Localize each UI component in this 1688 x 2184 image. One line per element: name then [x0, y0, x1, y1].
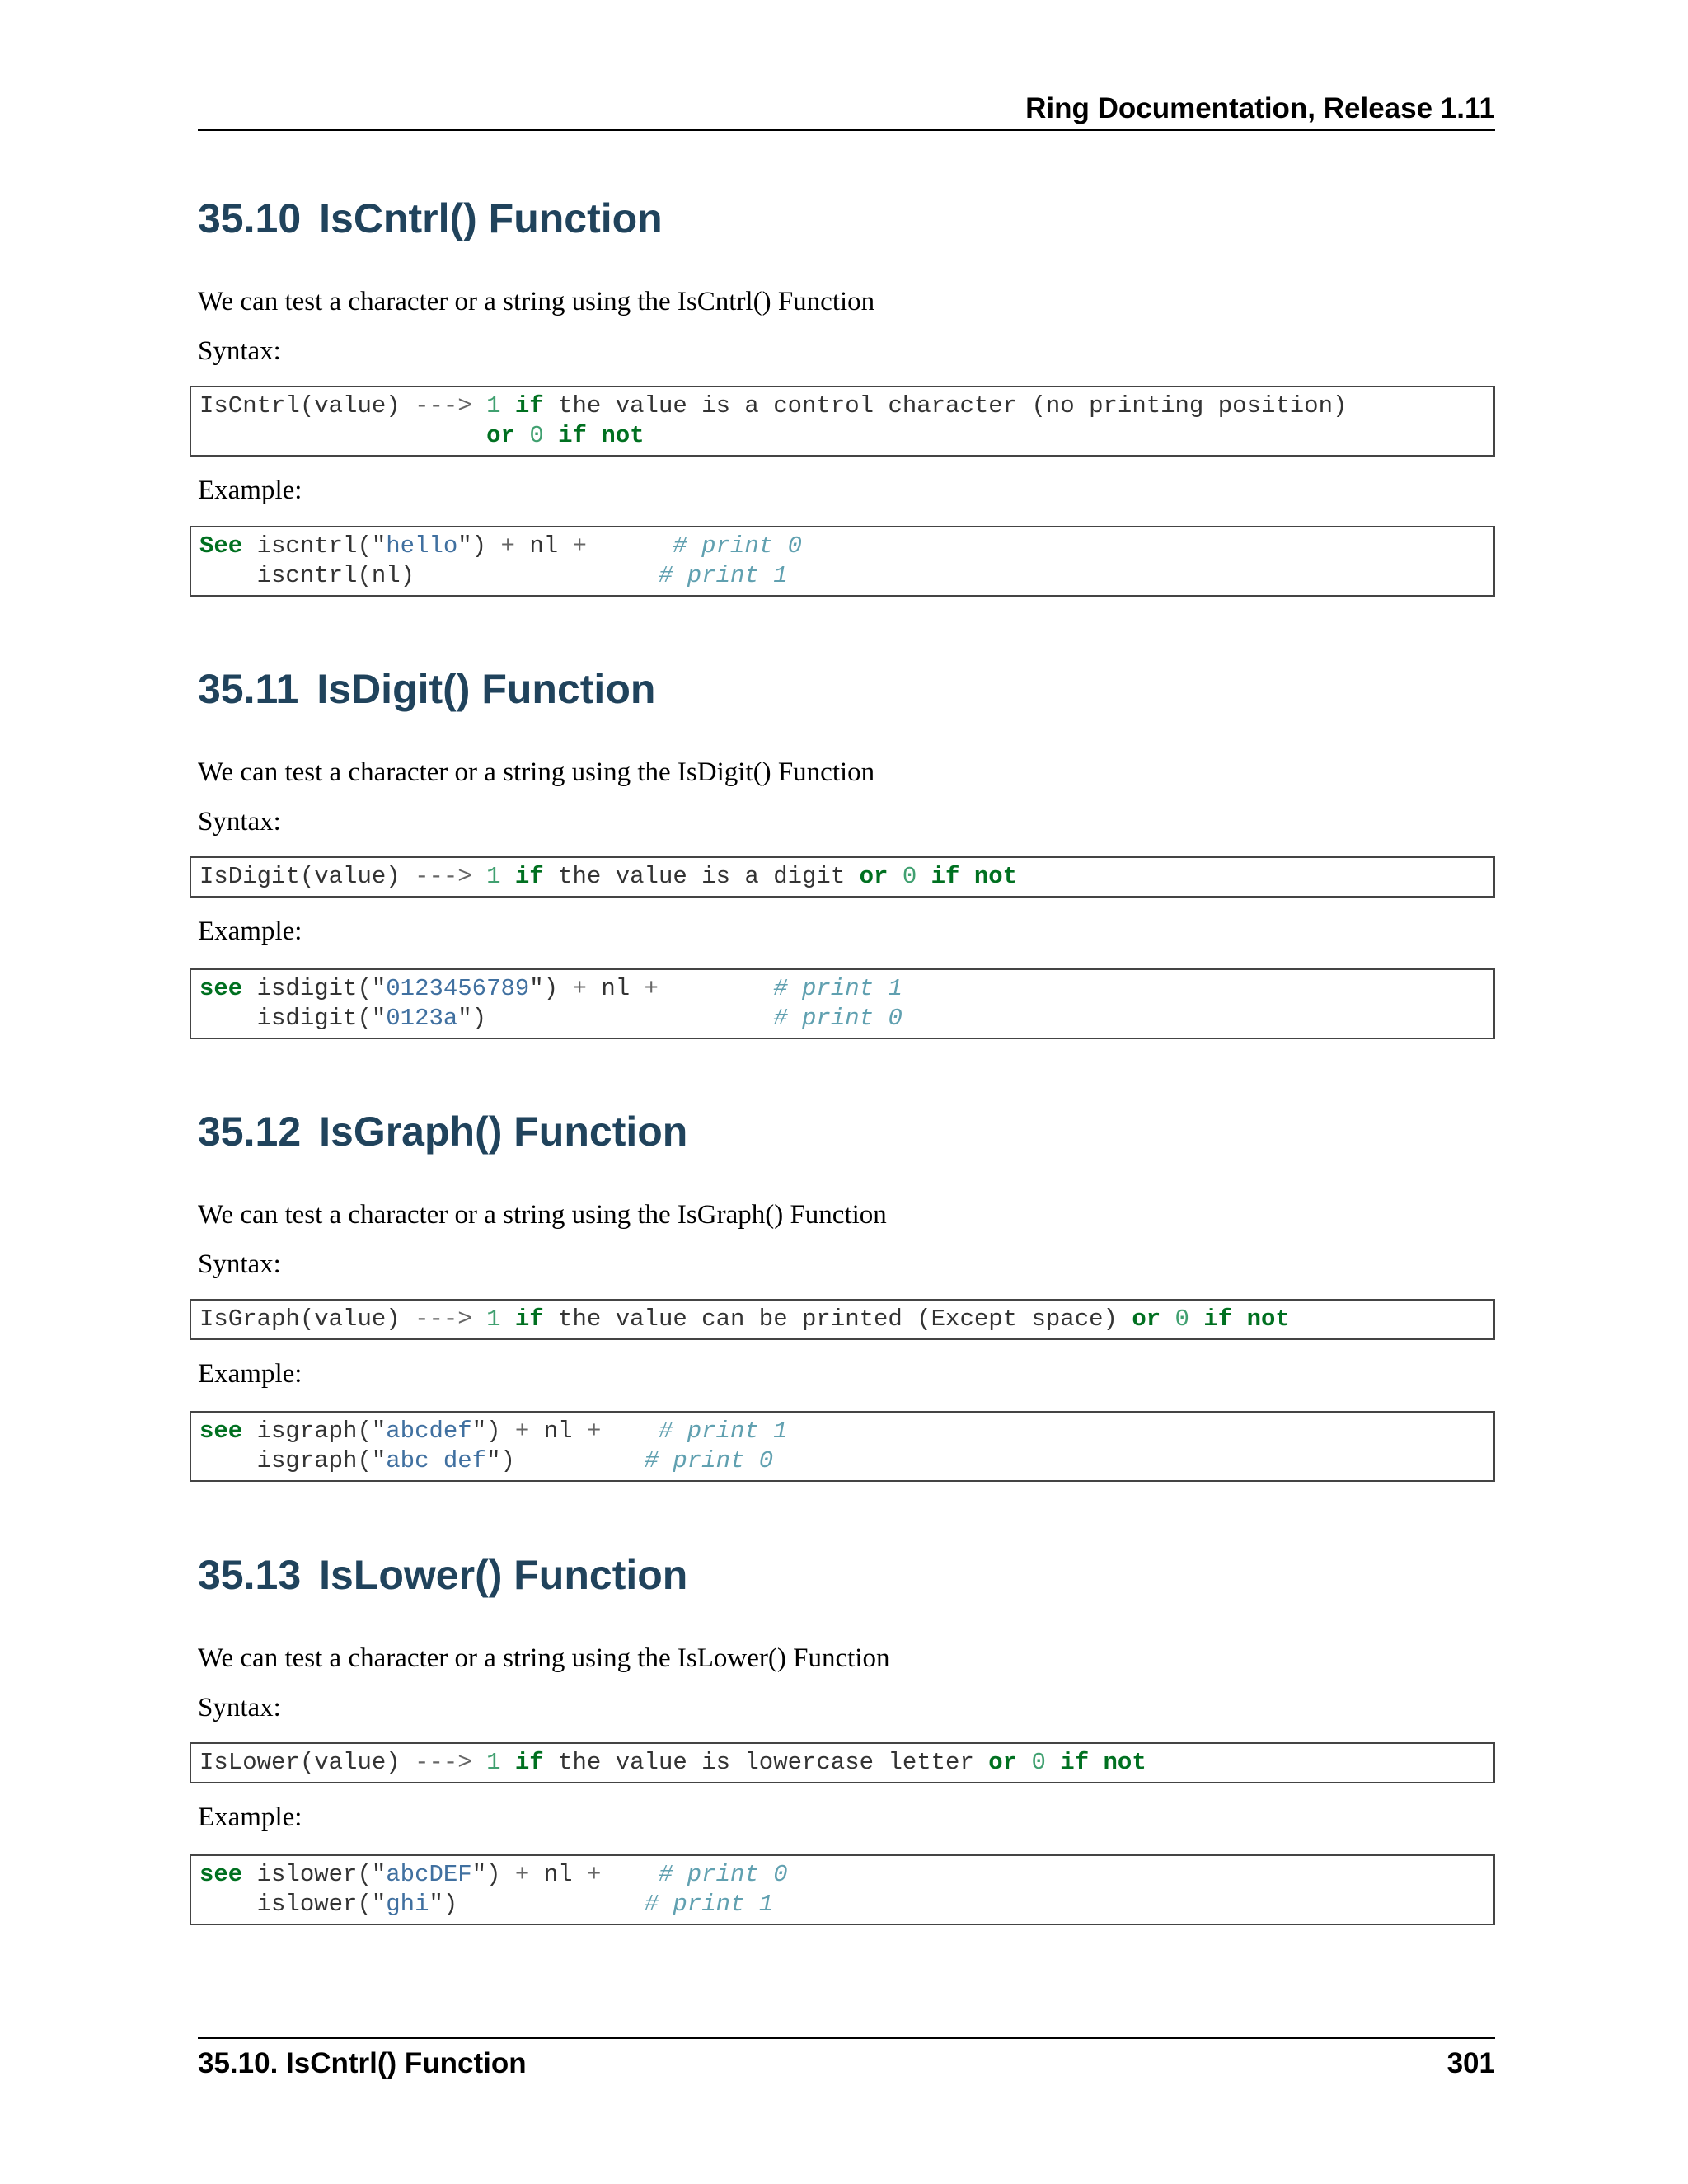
section-heading: IsCntrl() Function: [319, 195, 663, 241]
code-line: isdigit("0123a") # print 0: [256, 1005, 903, 1032]
code-line: see isgraph("abcdef") + nl + # print 1: [199, 1418, 788, 1445]
section-heading: IsGraph() Function: [319, 1108, 688, 1155]
syntax-label: Syntax:: [198, 336, 281, 366]
section-intro: We can test a character or a string using the IsCntrl() Function: [198, 287, 875, 316]
syntax-code-block: [190, 1299, 1495, 1340]
example-label: Example:: [198, 476, 302, 505]
header-rule: [198, 129, 1495, 131]
section-title: [198, 190, 1504, 247]
example-code-block: [190, 526, 1495, 597]
section-number: 35.11: [198, 666, 299, 712]
section-title: [198, 1103, 1504, 1160]
example-code-block: [190, 1411, 1495, 1482]
code-line: isgraph("abc def") # print 0: [256, 1447, 774, 1474]
code-line: see isdigit("0123456789") + nl + # print 1: [199, 975, 903, 1002]
example-code-block: [190, 1854, 1495, 1925]
section-intro: We can test a character or a string using the IsGraph() Function: [198, 1200, 887, 1230]
syntax-code-block: [190, 1742, 1495, 1783]
example-code-block: [190, 968, 1495, 1039]
example-label: Example:: [198, 916, 302, 946]
section-35-13: [198, 1546, 1504, 1918]
code-line: IsDigit(value) ---> 1 if the value is a digit or 0 if not: [199, 863, 1018, 890]
code-line: IsCntrl(value) ---> 1 if the value is a control character (no printing position): [199, 392, 1348, 419]
syntax-label: Syntax:: [198, 1693, 281, 1722]
section-number: 35.13: [198, 1552, 302, 1598]
syntax-label: Syntax:: [198, 807, 281, 837]
section-title: [198, 1546, 1504, 1604]
syntax-code-block: [190, 856, 1495, 898]
running-header: Ring Documentation, Release 1.11: [1025, 92, 1495, 124]
section-number: 35.10: [198, 195, 302, 241]
footer-section-title: 35.10. IsCntrl() Function: [198, 2047, 527, 2079]
section-number: 35.12: [198, 1108, 302, 1155]
section-35-12: [198, 1103, 1504, 1474]
syntax-code-block: [190, 386, 1495, 457]
page-number: 301: [1447, 2047, 1495, 2079]
section-intro: We can test a character or a string using the IsLower() Function: [198, 1643, 890, 1673]
code-line: iscntrl(nl) # print 1: [256, 562, 788, 589]
section-35-11: [198, 660, 1504, 1032]
section-heading: IsLower() Function: [319, 1552, 688, 1598]
code-line: IsGraph(value) ---> 1 if the value can be printed (Except space) or 0 if not: [199, 1305, 1290, 1333]
code-line: or 0 if not: [486, 422, 645, 449]
example-label: Example:: [198, 1359, 302, 1389]
section-35-10: [198, 190, 1504, 589]
section-title: [198, 660, 1504, 718]
syntax-label: Syntax:: [198, 1249, 281, 1279]
code-line: islower("ghi") # print 1: [256, 1891, 774, 1918]
section-intro: We can test a character or a string using the IsDigit() Function: [198, 757, 875, 787]
section-heading: IsDigit() Function: [316, 666, 656, 712]
code-line: see islower("abcDEF") + nl + # print 0: [199, 1861, 788, 1888]
code-line: See iscntrl("hello") + nl + # print 0: [199, 532, 803, 560]
example-label: Example:: [198, 1802, 302, 1832]
footer-rule: [198, 2037, 1495, 2039]
code-line: IsLower(value) ---> 1 if the value is lowercase letter or 0 if not: [199, 1749, 1146, 1776]
